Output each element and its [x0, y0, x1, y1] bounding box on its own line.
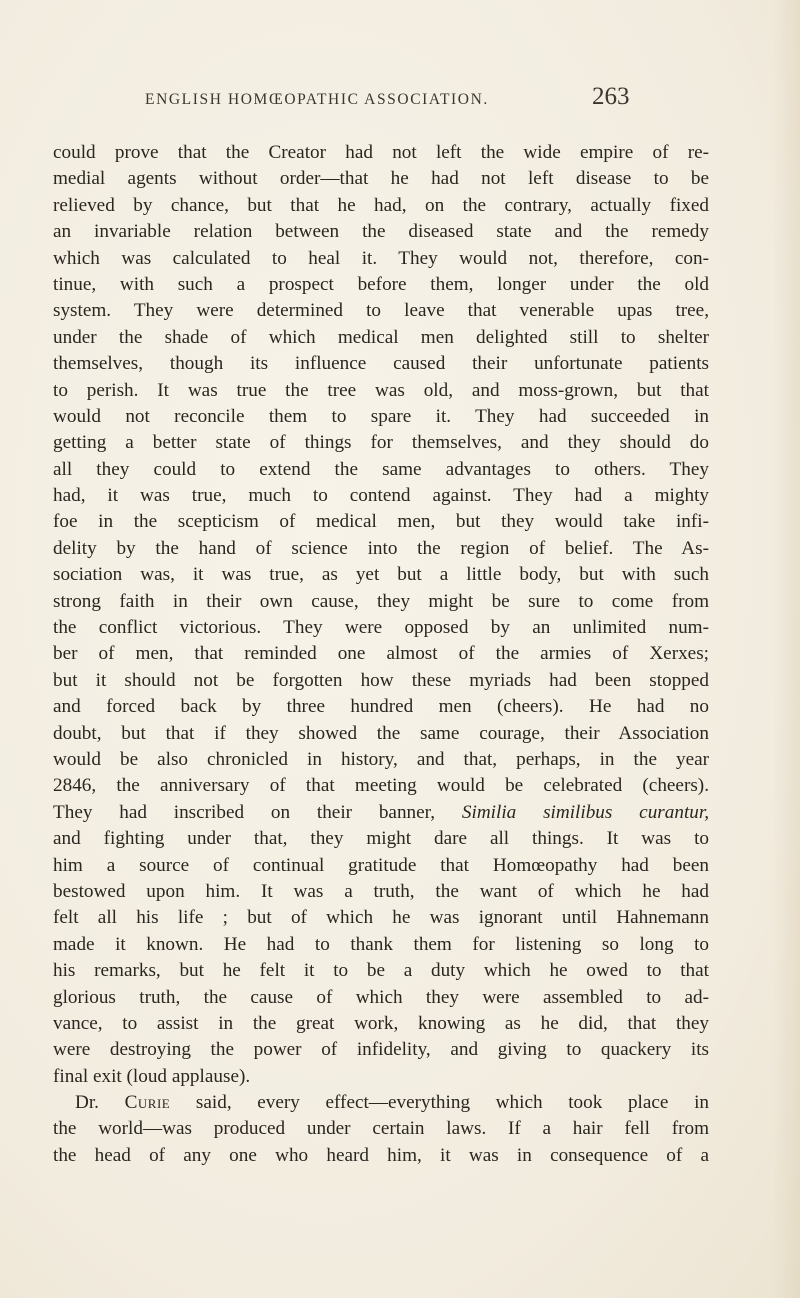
text-line: him a source of continual gratitude that Homœopathy had been [53, 854, 709, 876]
text-line: 2846, the anniversary of that meeting would be celebrated (cheers). [53, 775, 709, 797]
text-line: would not reconcile them to spare it. They had succeeded in [53, 405, 709, 427]
text-line: themselves, though its influence caused their unfortunate patients [53, 353, 709, 375]
text-line: made it known. He had to thank them for listening so long to [53, 933, 709, 955]
speaker-prefix: Dr. [75, 1092, 99, 1114]
text-line: tinue, with such a prospect before them, longer under the old [53, 273, 709, 295]
text-line: bestowed upon him. It was a truth, the want of which he had [53, 880, 709, 902]
text-line: felt all his life ; but of which he was ignorant until Hahnemann [53, 907, 709, 929]
text-line: medial agents without order—that he had not left disease to be [53, 168, 709, 190]
text-segment: They had inscribed on their banner, [53, 801, 436, 823]
text-line: the conflict victorious. They were opposed by an unlimited num- [53, 617, 709, 639]
text-line: doubt, but that if they showed the same courage, their Association [53, 722, 709, 744]
text-line: vance, to assist in the great work, knowing as he did, that they [53, 1012, 709, 1034]
running-title: ENGLISH HOMŒOPATHIC ASSOCIATION. [145, 91, 489, 108]
text-segment: said, every effect—everything which took place in [195, 1092, 709, 1114]
text-line: the world—was produced under certain laws. If a hair fell from [53, 1118, 709, 1140]
speaker-name: Curie [124, 1092, 171, 1114]
text-line: were destroying the power of infidelity, and giving to quackery its [53, 1039, 709, 1061]
text-line: all they could to extend the same advantages to others. They [53, 458, 709, 480]
text-line: and forced back by three hundred men (cheers). He had no [53, 696, 709, 718]
running-head [0, 83, 800, 123]
text-line: which was calculated to heal it. They would not, therefore, con- [53, 247, 709, 269]
text-line: and fighting under that, they might dare all things. It was to [53, 828, 709, 850]
text-line-with-motto [53, 800, 709, 826]
text-line: relieved by chance, but that he had, on the contrary, actually fixed [53, 194, 709, 216]
body-text [53, 140, 709, 1169]
text-line: delity by the hand of science into the region of belief. The As- [53, 537, 709, 559]
text-line-paragraph-end: final exit (loud applause). [53, 1065, 251, 1087]
text-line: had, it was true, much to contend against. They had a mighty [53, 485, 709, 507]
text-line: sociation was, it was true, as yet but a little body, but with such [53, 564, 709, 586]
page-number: 263 [592, 83, 630, 110]
text-line: to perish. It was true the tree was old, and moss-grown, but that [53, 379, 709, 401]
text-line: his remarks, but he felt it to be a duty which he owed to that [53, 960, 709, 982]
text-line: would be also chronicled in history, and that, perhaps, in the year [53, 748, 709, 770]
text-line: an invariable relation between the diseased state and the remedy [53, 221, 709, 243]
latin-motto: Similia similibus curantur, [461, 801, 709, 823]
text-line: foe in the scepticism of medical men, but they would take infi- [53, 511, 709, 533]
text-line: the head of any one who heard him, it was in consequence of a [53, 1144, 709, 1166]
text-line: could prove that the Creator had not left the wide empire of re- [53, 142, 709, 163]
page-edge-shadow [772, 0, 800, 1298]
text-line: glorious truth, the cause of which they were assembled to ad- [53, 986, 709, 1008]
text-line: ber of men, that reminded one almost of the armies of Xerxes; [53, 643, 709, 665]
text-line: but it should not be forgotten how these myriads had been stopped [53, 669, 709, 691]
text-line: strong faith in their own cause, they might be sure to come from [53, 590, 709, 612]
text-line: under the shade of which medical men delighted still to shelter [53, 326, 709, 348]
text-line: getting a better state of things for themselves, and they should do [53, 432, 709, 454]
text-line: system. They were determined to leave that venerable upas tree, [53, 300, 709, 322]
paragraph-start-line [53, 1090, 709, 1116]
